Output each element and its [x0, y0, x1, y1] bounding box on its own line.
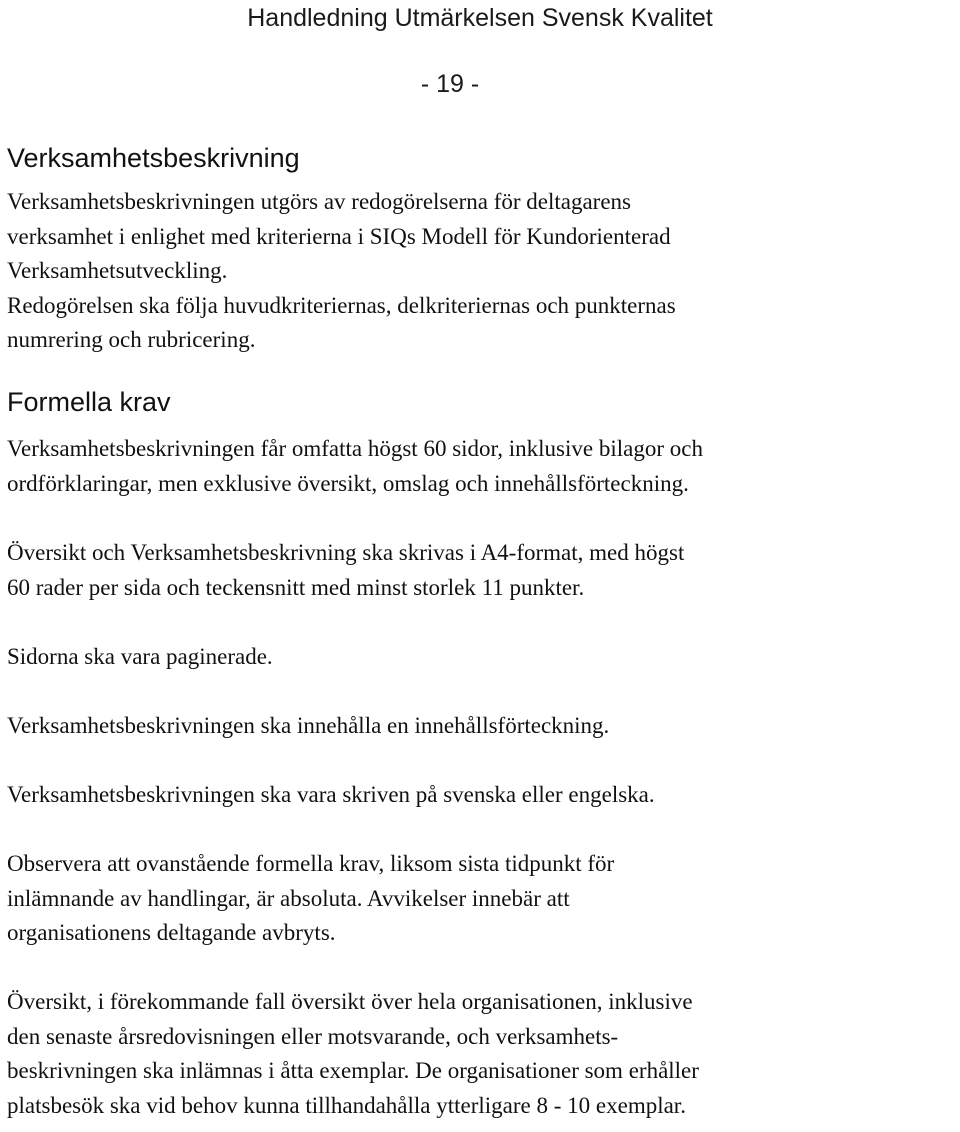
- text-line: Verksamhetsbeskrivningen utgörs av redogörelserna för deltagarens: [7, 189, 631, 214]
- text-line: Sidorna ska vara paginerade.: [7, 644, 273, 669]
- text-line: Verksamhetsbeskrivningen ska innehålla en innehållsförteckning.: [7, 713, 610, 738]
- text-line: verksamhet i enlighet med kriterierna i SIQs Modell för Kundorienterad: [7, 223, 671, 249]
- section-heading-verksamhetsbeskrivning: Verksamhetsbeskrivning: [7, 143, 300, 173]
- text-line: numrering och rubricering.: [7, 327, 256, 352]
- text-line: Verksamhetsbeskrivningen får omfatta högst 60 sidor, inklusive bilagor och: [7, 436, 703, 461]
- text-line: Översikt, i förekommande fall översikt över hela organisationen, inklusive: [7, 989, 693, 1014]
- text-line: Verksamhetsbeskrivningen ska vara skriven på svenska eller engelska.: [7, 782, 655, 807]
- paragraph-notice: [7, 847, 957, 951]
- text-line: inlämnande av handlingar, är absoluta. Avvikelser innebär att: [7, 885, 570, 911]
- text-line: ordförklaringar, men exklusive översikt, omslag och innehållsförteckning.: [7, 470, 689, 496]
- paragraph-table-of-contents: [7, 709, 957, 744]
- section-heading-formella-krav: Formella krav: [7, 387, 171, 417]
- paragraph-pagination: [7, 640, 957, 675]
- text-line: Verksamhetsutveckling.: [7, 258, 228, 283]
- text-line: platsbesök ska vid behov kunna tillhandahålla ytterligare 8 - 10 exemplar.: [7, 1092, 686, 1118]
- text-line: Observera att ovanstående formella krav, liksom sista tidpunkt för: [7, 851, 615, 876]
- text-line: Översikt och Verksamhetsbeskrivning ska skrivas i A4-format, med högst: [7, 540, 685, 565]
- text-line: organisationens deltagande avbryts.: [7, 920, 336, 945]
- paragraph-format: [7, 536, 957, 605]
- text-line: Redogörelsen ska följa huvudkriteriernas, delkriteriernas och punkternas: [7, 292, 676, 318]
- text-line: den senaste årsredovisningen eller motsvarande, och verksamhets-: [7, 1023, 619, 1049]
- paragraph-intro: [7, 185, 957, 358]
- text-line: beskrivningen ska inlämnas i åtta exemplar. De organisationer som erhåller: [7, 1058, 699, 1083]
- text-line: 60 rader per sida och teckensnitt med minst storlek 11 punkter.: [7, 574, 585, 600]
- paragraph-copies: [7, 985, 957, 1123]
- running-header-title: Handledning Utmärkelsen Svensk Kvalitet: [247, 4, 713, 32]
- paragraph-page-limit: [7, 432, 957, 501]
- paragraph-language: [7, 778, 957, 813]
- page-number: - 19 -: [420, 70, 480, 98]
